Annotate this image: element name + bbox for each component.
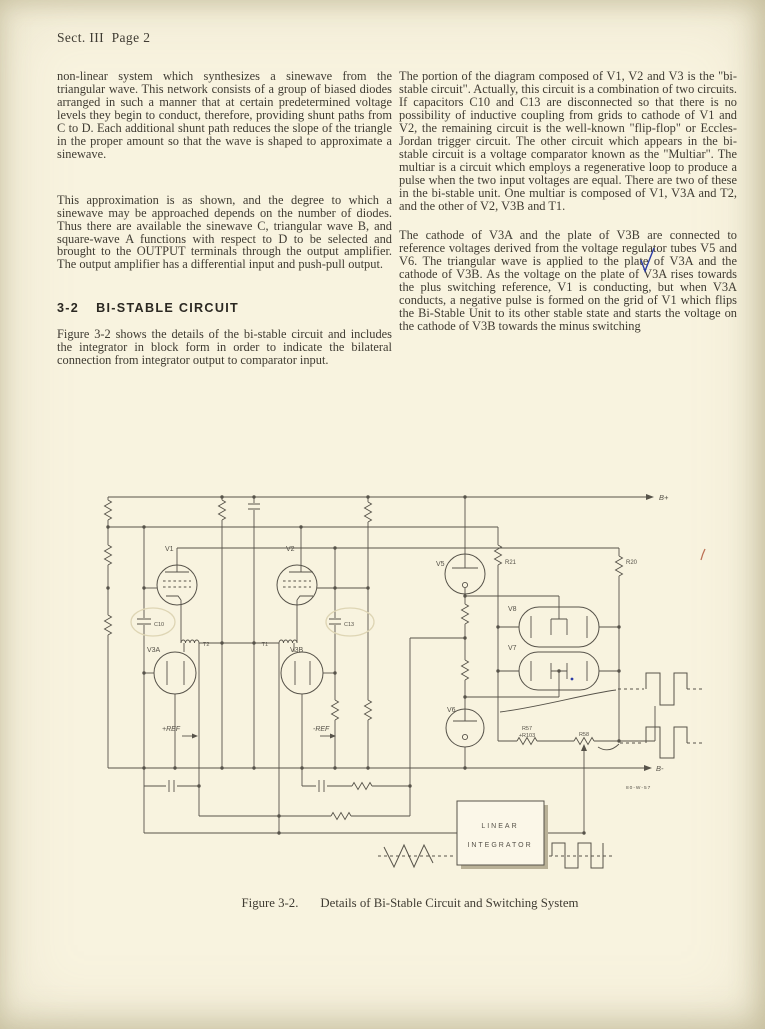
figure-caption (120, 896, 700, 911)
paragraph: The cathode of V3A and the plate of V3B are connected to reference voltages derived from the voltage regulator tubes V5 and V6. The triangular wave is applied to the plate of V3A and the cathode of V3B. As the voltage on the plate of V3A rises towards the plus switching reference, V1 is conducting, but when V3A conducts, a negative pulse is formed on the grid of V1 which flips the Bi-Stable Unit to its other stable state and starts the voltage on the cathode of V3B towards the minus switching (399, 228, 737, 334)
paragraph: The portion of the diagram composed of V1, V2 and V3 is the "bi-stable circuit". Actually, this circuit is a combination of two circuits. If capacitors C10 and C13 are disconnected so that there is no possibility of inductive coupling from grids to cathode of V1 and V2, the remaining circuit is the well-known "flip-flop" or Eccles-Jordan trigger circuit. The other circuit which appears in the bi-stable circuit is a voltage comparator known as the "Multiar". The multiar is a circuit which employs a regenerative loop to produce a pulse when the two input voltages are equal. There are two of these in the bi-stable unit. One multiar is composed of V1, V3A and T2, and the other of V2, V3B and T1. (399, 69, 737, 213)
left-column (57, 70, 392, 367)
switch-resistors (495, 527, 638, 741)
c13-label: C13 (344, 622, 355, 628)
section-title: BI-STABLE CIRCUIT (96, 301, 240, 316)
v8-label: V8 (508, 606, 517, 613)
v6-label: V6 (447, 707, 456, 714)
paragraph: Figure 3-2 shows the details of the bi-stable circuit and includes the integrator in block form in order to indicate the bilateral connection from integrator output to comparator input. (57, 327, 392, 368)
paragraph: non-linear system which synthesizes a sinewave from the triangular wave. This network consists of a group of biased diodes arranged in such a manner that at certain predetermined voltage levels they begin to conduct, therefore, providing shunt paths from C to D. Each additional shunt path reduces the slope of the triangle in the proper amount so that the wave is shaped to approximate a sinewave. (57, 69, 392, 161)
figure-number: Figure 3-2. (241, 896, 299, 910)
tube-v2 (277, 527, 368, 643)
v1-label: V1 (165, 546, 174, 553)
page-header: Sect. III Page 2 (57, 30, 151, 45)
drawing-number: 80-W-57 (626, 786, 652, 791)
t1-label: T1 (261, 642, 268, 648)
ink-checkmark (637, 245, 659, 273)
c10-label: C10 (154, 622, 165, 628)
right-column (399, 70, 737, 333)
t2-label: T2 (203, 642, 210, 648)
v3b-label: V3B (290, 647, 304, 654)
tube-v1 (144, 546, 197, 643)
ink-dot (571, 678, 574, 681)
tube-v7 (498, 645, 619, 690)
v3a-label: V3A (147, 647, 161, 654)
section-heading (57, 302, 392, 315)
r57-label: R57 (521, 726, 533, 732)
section-number: 3-2 (57, 301, 80, 316)
r21-label: R21 (505, 560, 517, 566)
waveform-annotations (500, 673, 702, 758)
integrator-label-1: LINEAR (481, 823, 519, 830)
linear-integrator-block (457, 801, 548, 869)
integrator-label-2: INTEGRATOR (467, 842, 533, 849)
plus-ref-label: +REF (162, 726, 181, 733)
v5-label: V5 (436, 561, 445, 568)
r103-label: +R103 (518, 733, 536, 739)
junction-dots (106, 495, 620, 834)
paragraph: This approximation is as shown, and the degree to which a sinewave may be approached depends on the number of diodes. Thus there are available the sinewave C, triangular wave B, and square-wave A functions with respect to D to be selected and brought to the OUTPUT terminals through the output amplifier. The output amplifier has a differential input and push-pull output. (57, 192, 392, 272)
b-minus-label: B- (656, 764, 664, 773)
tube-v3a (144, 647, 198, 768)
v2-label: V2 (286, 546, 295, 553)
minus-ref-label: -REF (313, 726, 330, 733)
b-plus-label: B+ (659, 493, 669, 502)
pencil-mark (701, 549, 705, 560)
v7-label: V7 (508, 645, 517, 652)
tube-v3b (281, 647, 336, 768)
circuit-diagram (60, 478, 765, 890)
tube-v6 (446, 690, 559, 768)
r20-label: R20 (626, 560, 638, 566)
figure-title: Details of Bi-Stable Circuit and Switching System (320, 896, 579, 910)
tube-v8 (498, 606, 619, 647)
coupling-transformers (181, 640, 297, 833)
r58-label: R58 (578, 732, 590, 738)
